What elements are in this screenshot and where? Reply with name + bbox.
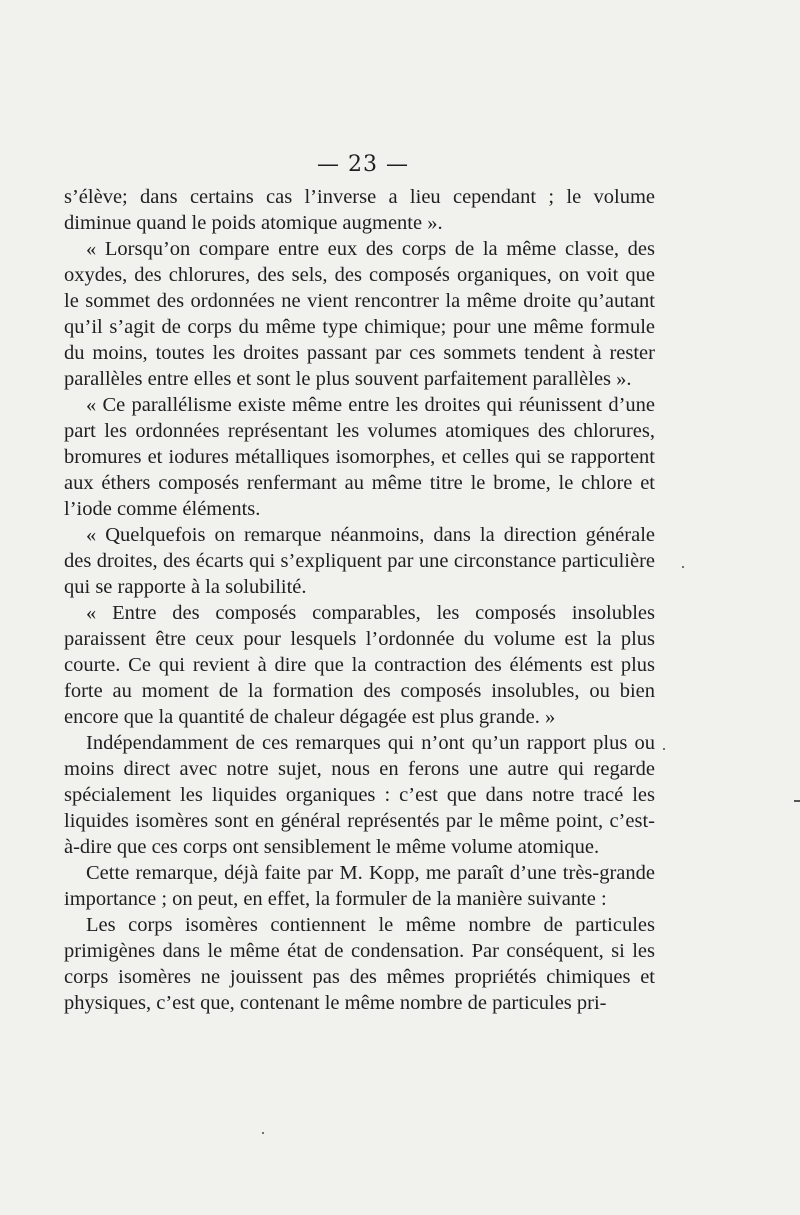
page-number: — 23 — bbox=[317, 152, 409, 177]
edge-mark bbox=[794, 800, 800, 802]
paragraph: Les corps isomères contiennent le même nombre de particules primigènes dans le même état de condensation. Par conséquent, si les corps isomères ne jouissent pas des mêmes propriétés chimiques et physiques, c’est que, contenant le même nombre de particules pri- bbox=[64, 914, 655, 1014]
paper-speck bbox=[262, 1132, 264, 1134]
body-text bbox=[64, 184, 655, 1016]
paper-speck bbox=[663, 748, 665, 750]
paper-speck bbox=[682, 566, 684, 568]
paragraph: Indépendamment de ces remarques qui n’ont qu’un rapport plus ou moins direct avec notre sujet, nous en ferons une autre qui regarde spécialement les liquides organiques : c’est que dans notre tracé les liquides isomères sont en général représentés par le même point, c’est-à-dire que ces corps ont sensiblement le même volume atomique. bbox=[64, 732, 655, 858]
paragraph: « Entre des composés comparables, les composés insolubles paraissent être ceux pour lesquels l’ordonnée du volume est la plus courte. Ce qui revient à dire que la contraction des éléments est plus forte au moment de la formation des composés insolubles, ou bien encore que la quantité de chaleur dégagée est plus grande. » bbox=[64, 602, 655, 728]
paragraph: Cette remarque, déjà faite par M. Kopp, me paraît d’une très-grande importance ; on peut, en effet, la formuler de la manière suivante : bbox=[64, 862, 655, 910]
paragraph: s’élève; dans certains cas l’inverse a lieu cependant ; le volume diminue quand le poids atomique augmente ». bbox=[64, 186, 655, 234]
paragraph: « Quelquefois on remarque néanmoins, dans la direction générale des droites, des écarts qui s’expliquent par une circonstance particulière qui se rapporte à la solubilité. bbox=[64, 524, 655, 598]
paragraph: « Ce parallélisme existe même entre les droites qui réunissent d’une part les ordonnées représentant les volumes atomiques des chlorures, bromures et iodures métalliques isomorphes, et celles qui se rapportent aux éthers composés renfermant au même titre le brome, le chlore et l’iode comme éléments. bbox=[64, 394, 655, 520]
paragraph: « Lorsqu’on compare entre eux des corps de la même classe, des oxydes, des chlorures, des sels, des composés organiques, on voit que le sommet des ordonnées ne vient rencontrer la même droite qu’autant qu’il s’agit de corps du même type chimique; pour une même formule du moins, toutes les droites passant par ces sommets tendent à rester parallèles entre elles et sont le plus souvent parfaitement parallèles ». bbox=[64, 238, 655, 390]
